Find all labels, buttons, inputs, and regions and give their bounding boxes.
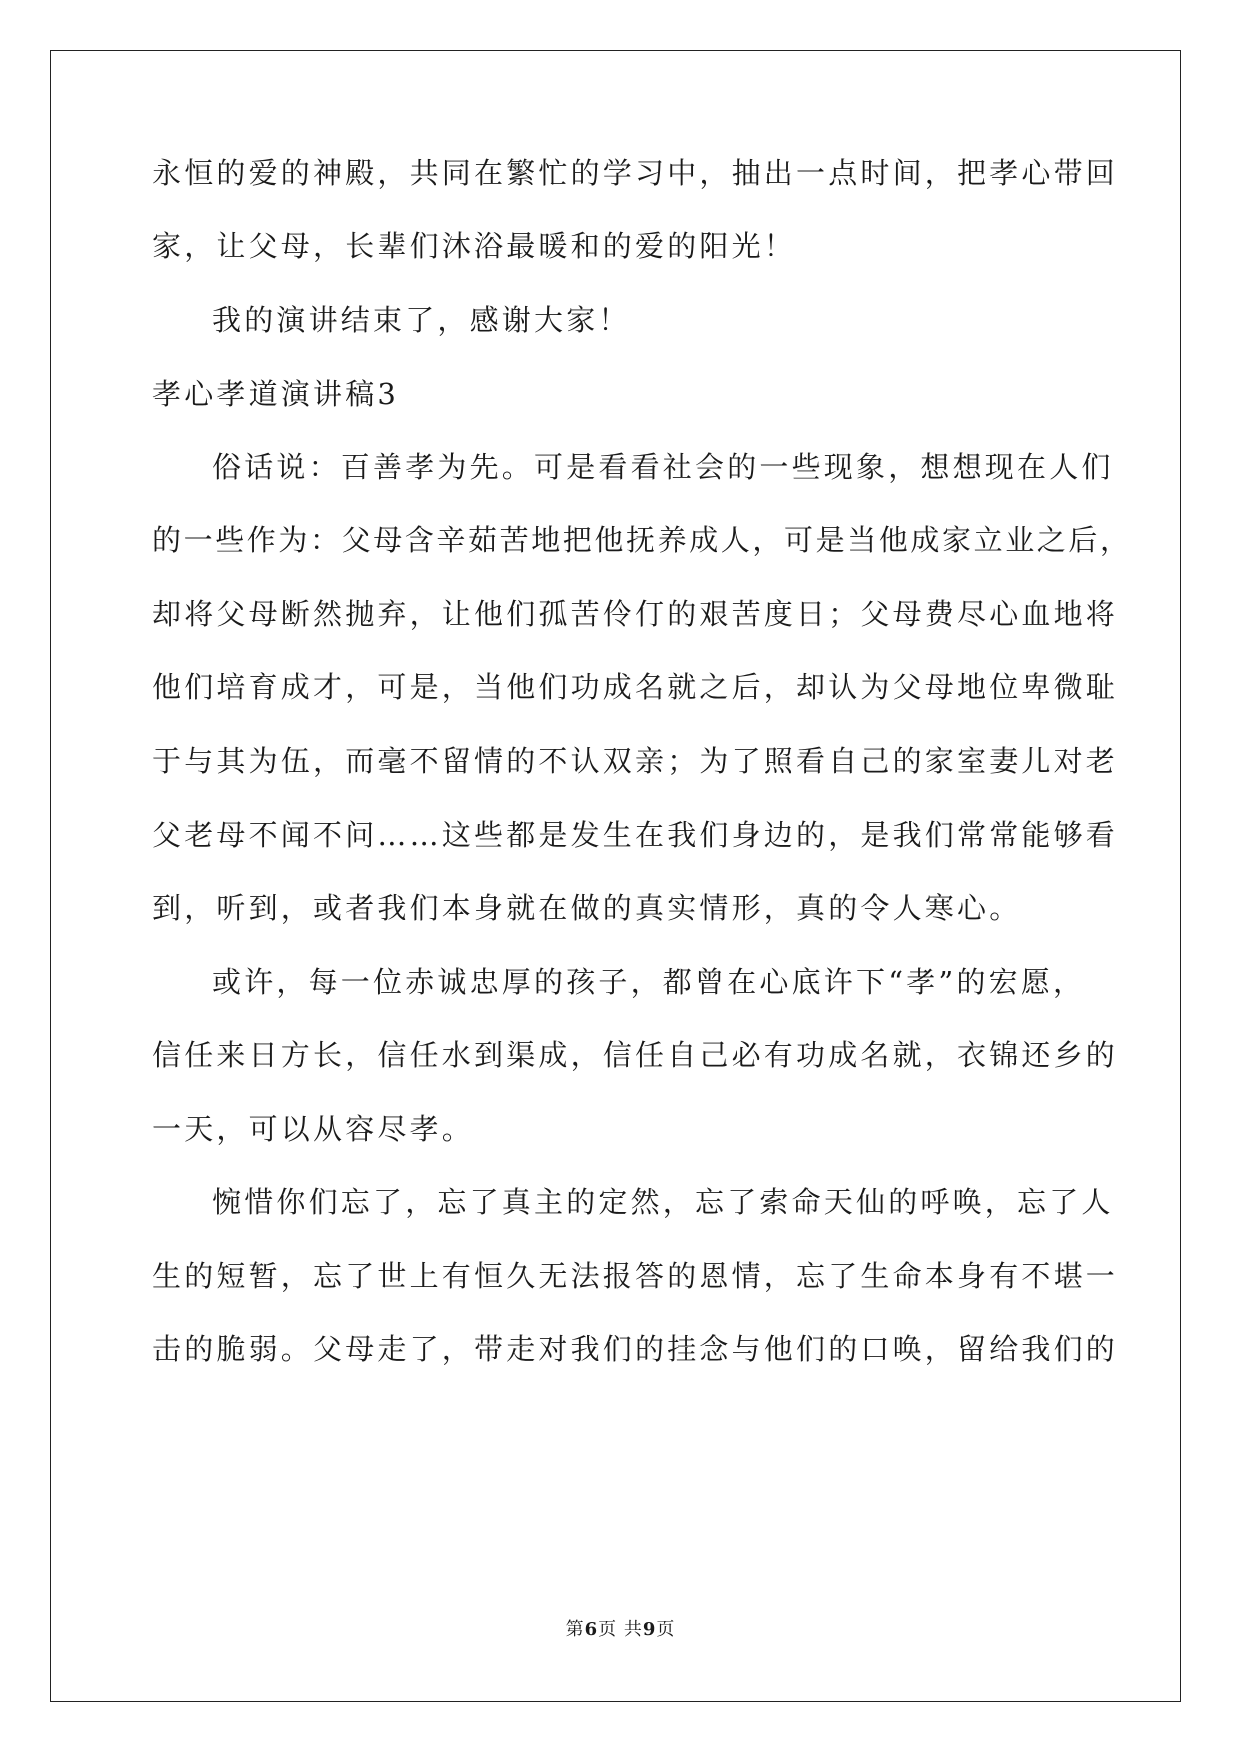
- text-line: 却将父母断然抛弃，让他们孤苦伶仃的艰苦度日；父母费尽心血地将: [152, 597, 1119, 631]
- text-line: 一天，可以从容尽孝。: [152, 1112, 475, 1146]
- paragraph-first-line: 惋惜你们忘了，忘了真主的定然，忘了索命天仙的呼唤，忘了人: [212, 1185, 1114, 1219]
- text-line: 到，听到，或者我们本身就在做的真实情形，真的令人寒心。: [152, 891, 1022, 925]
- paragraph-first-line: 我的演讲结束了，感谢大家！: [212, 303, 631, 337]
- paragraph-first-line: 或许，每一位赤诚忠厚的孩子，都曾在心底许下“孝”的宏愿，: [212, 965, 1086, 999]
- text-line: 击的脆弱。父母走了，带走对我们的挂念与他们的口唤，留给我们的: [152, 1332, 1119, 1366]
- current-page-number: 6: [584, 1619, 599, 1640]
- section-heading: 孝心孝道演讲稿3: [152, 377, 400, 411]
- page-prefix: 第: [565, 1619, 585, 1640]
- text-line: 的一些作为：父母含辛茹苦地把他抚养成人，可是当他成家立业之后，: [152, 523, 1132, 557]
- page-number-footer: [0, 1615, 1241, 1641]
- total-page-number: 9: [642, 1619, 657, 1640]
- text-line: 生的短暂，忘了世上有恒久无法报答的恩情，忘了生命本身有不堪一: [152, 1259, 1119, 1293]
- text-line: 永恒的爱的神殿，共同在繁忙的学习中，抽出一点时间，把孝心带回: [152, 156, 1119, 190]
- text-line: 于与其为伍，而毫不留情的不认双亲；为了照看自己的家室妻儿对老: [152, 744, 1119, 778]
- page-mid: 页 共: [598, 1619, 643, 1640]
- paragraph-first-line: 俗话说：百善孝为先。可是看看社会的一些现象，想想现在人们: [212, 450, 1114, 484]
- text-line: 家，让父母，长辈们沐浴最暖和的爱的阳光！: [152, 229, 797, 263]
- text-line: 他们培育成才，可是，当他们功成名就之后，却认为父母地位卑微耻: [152, 670, 1119, 704]
- text-line: 父老母不闻不问……这些都是发生在我们身边的，是我们常常能够看: [152, 818, 1119, 852]
- page-suffix: 页: [656, 1619, 676, 1640]
- page-border: [50, 50, 1181, 1702]
- text-line: 信任来日方长，信任水到渠成，信任自己必有功成名就，衣锦还乡的: [152, 1038, 1119, 1072]
